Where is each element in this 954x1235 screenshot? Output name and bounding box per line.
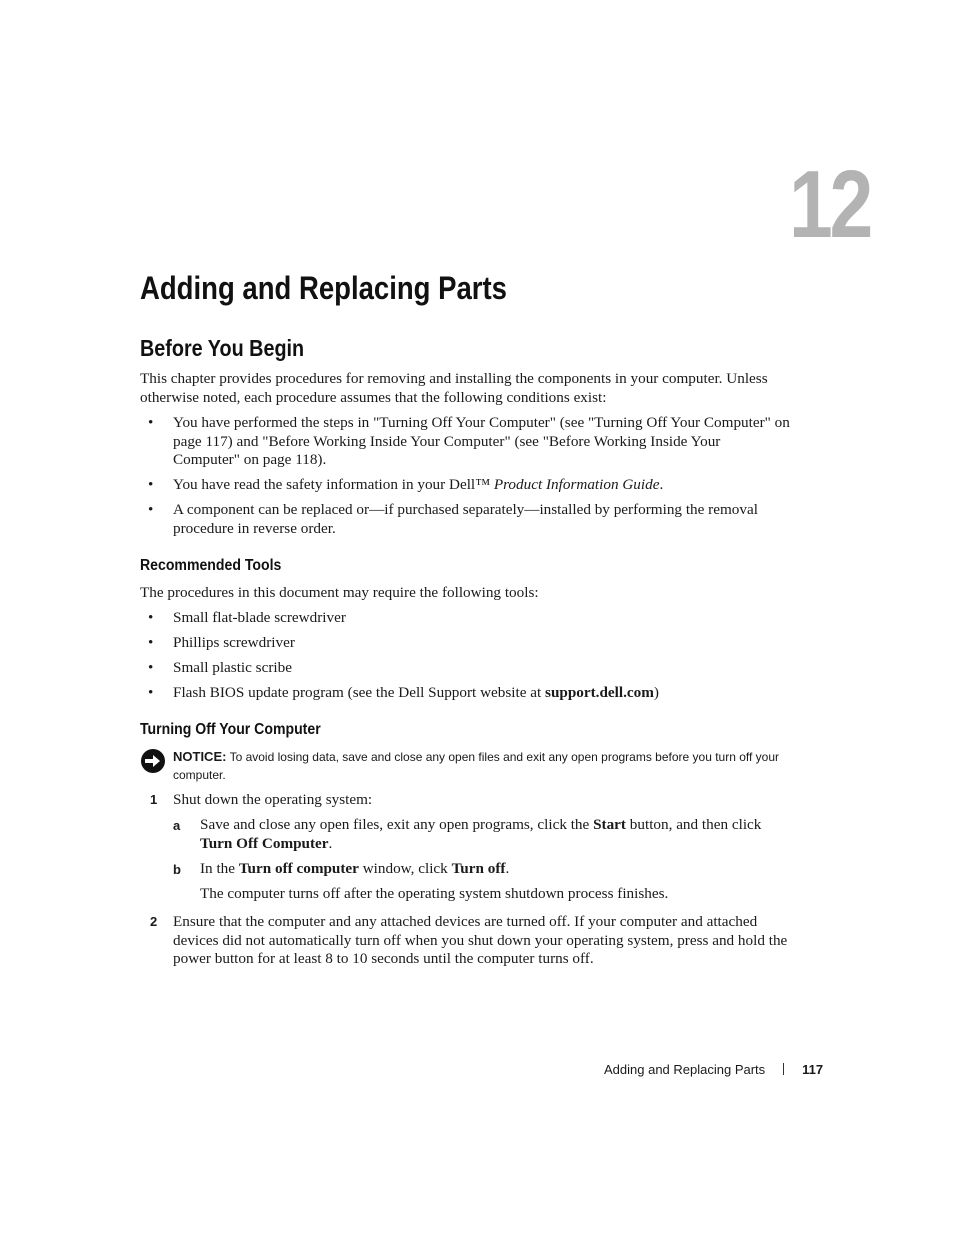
list-item bbox=[140, 414, 790, 470]
list-item-text: You have performed the steps in "Turning Off Your Computer" (see "Turning Off Your Computer" on page 117) and "Before Working Inside Your Computer" (see "Before Working Inside Your Computer" on page 118). bbox=[173, 414, 790, 469]
substep-text: Save and close any open files, exit any open programs, click the Start button, and then click Turn Off Computer. bbox=[200, 816, 762, 852]
list-item-text: Flash BIOS update program (see the Dell Support website at support.dell.com) bbox=[173, 684, 659, 701]
page-footer bbox=[604, 1061, 823, 1079]
footer-divider bbox=[783, 1063, 784, 1075]
bullet-mark: • bbox=[148, 634, 154, 651]
list-item-text: Phillips screwdriver bbox=[173, 634, 295, 651]
footer-section: Adding and Replacing Parts bbox=[604, 1062, 766, 1077]
list-item bbox=[140, 476, 790, 495]
substep-letter: a bbox=[173, 818, 181, 833]
list-item bbox=[140, 501, 790, 538]
bullet-mark: • bbox=[148, 501, 154, 518]
support-link[interactable]: support.dell.com bbox=[545, 684, 654, 701]
list-item bbox=[140, 659, 790, 678]
tools-intro: The procedures in this document may require the following tools: bbox=[140, 584, 539, 601]
bullet-mark: • bbox=[148, 476, 154, 493]
subsection-title-tools: Recommended Tools bbox=[140, 557, 282, 574]
substep-item bbox=[140, 860, 790, 879]
list-item-text: Small flat-blade screwdriver bbox=[173, 609, 346, 626]
page-number: 117 bbox=[802, 1062, 824, 1077]
notice-icon bbox=[140, 748, 166, 774]
step-item bbox=[140, 913, 790, 969]
list-item-text: A component can be replaced or—if purchased separately—installed by performing the removal procedure in reverse order. bbox=[173, 501, 758, 537]
substep-letter: b bbox=[173, 862, 181, 877]
product-guide-title: Product Information Guide bbox=[493, 476, 660, 493]
bullet-mark: • bbox=[148, 414, 154, 431]
list-item-text: You have read the safety information in your Dell™ Product Information Guide. bbox=[173, 476, 664, 493]
substep-text: In the Turn off computer window, click Turn off. bbox=[200, 860, 510, 877]
chapter-number: 12 bbox=[788, 151, 870, 258]
list-item-text: Small plastic scribe bbox=[173, 659, 292, 676]
step-text: Ensure that the computer and any attached devices are turned off. If your computer and attached devices did not automatically turn off when you shut down your operating system, press and hold the power button for at least 8 to 10 seconds until the computer turns off. bbox=[173, 913, 788, 968]
bullet-mark: • bbox=[148, 684, 154, 701]
bullet-mark: • bbox=[148, 609, 154, 626]
list-item bbox=[140, 609, 790, 628]
step-text: Shut down the operating system: bbox=[173, 791, 373, 808]
substep-item bbox=[140, 816, 790, 853]
bullet-mark: • bbox=[148, 659, 154, 676]
chapter-title: Adding and Replacing Parts bbox=[140, 270, 507, 306]
list-item bbox=[140, 634, 790, 653]
step-item bbox=[140, 791, 790, 810]
notice-label: NOTICE: bbox=[173, 749, 227, 764]
list-item bbox=[140, 684, 790, 703]
section-title: Before You Begin bbox=[140, 335, 305, 361]
notice-text: NOTICE: To avoid losing data, save and close any open files and exit any open programs before you turn off your computer. bbox=[173, 749, 780, 782]
section-intro: This chapter provides procedures for removing and installing the components in your computer. Unless otherwise noted, each procedure assumes that the following conditions exist: bbox=[140, 370, 768, 406]
step-number: 2 bbox=[150, 914, 158, 929]
subsection-title-turning-off: Turning Off Your Computer bbox=[140, 721, 321, 738]
step-number: 1 bbox=[150, 792, 158, 807]
substep-note: The computer turns off after the operating system shutdown process finishes. bbox=[200, 885, 669, 902]
notice-box bbox=[140, 748, 790, 784]
